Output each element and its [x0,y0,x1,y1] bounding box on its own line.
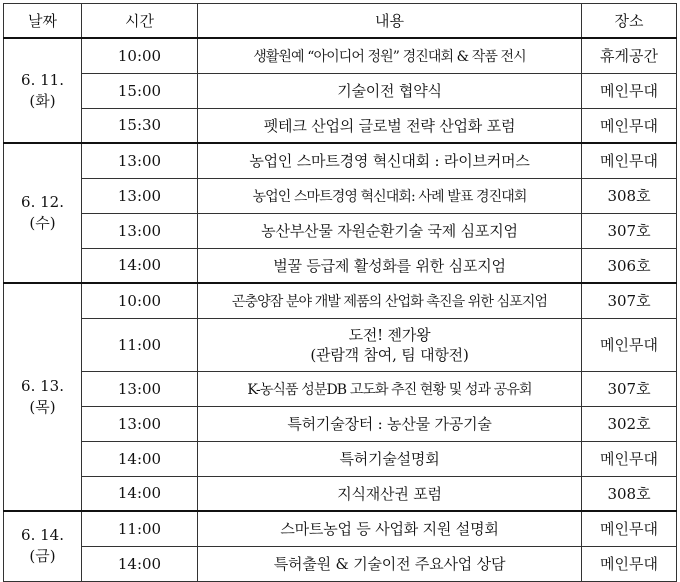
time-cell: 13:00 [82,178,198,213]
time-cell: 14:00 [82,248,198,283]
table-row [4,73,677,108]
content-cell: 농업인 스마트경영 혁신대회 : 라이브커머스 [198,143,582,178]
header-time: 시간 [82,4,198,39]
date-label: 6. 11. [21,70,64,89]
header-place: 장소 [582,4,677,39]
schedule-table [3,3,677,582]
content-cell: 특허기술장터 : 농산물 가공기술 [198,406,582,441]
date-label: 6. 12. [21,193,64,211]
table-row [4,406,677,441]
table-body [4,38,677,581]
content-cell: 펫테크 산업의 글로벌 전략 산업화 포럼 [198,108,582,143]
content-cell: 벌꿀 등급제 활성화를 위한 심포지엄 [198,248,582,283]
place-cell: 308호 [582,476,677,511]
date-label: 6. 13. [21,377,64,395]
place-cell: 307호 [582,283,677,318]
table-row [4,441,677,476]
place-cell: 휴게공간 [582,38,677,73]
date-cell [4,511,82,581]
content-cell: 스마트농업 등 사업화 지원 설명회 [198,511,582,546]
time-cell: 13:00 [82,213,198,248]
place-cell: 메인무대 [582,143,677,178]
time-cell: 13:00 [82,406,198,441]
date-cell [4,143,82,283]
place-cell: 메인무대 [582,73,677,108]
table-row [4,318,677,371]
time-cell: 15:00 [82,73,198,108]
table-row [4,248,677,283]
table-header [4,4,677,39]
table-row [4,476,677,511]
weekday-label: (목) [29,398,56,416]
content-cell: 농업인 스마트경영 혁신대회: 사례 발표 경진대회 [198,178,582,213]
table-row [4,108,677,143]
content-cell [198,318,582,371]
header-date: 날짜 [4,4,82,39]
content-cell: 특허출원 & 기술이전 주요사업 상담 [198,546,582,581]
content-cell: 지식재산권 포럼 [198,476,582,511]
time-cell: 10:00 [82,283,198,318]
place-cell: 306호 [582,248,677,283]
time-cell: 14:00 [82,441,198,476]
time-cell: 10:00 [82,38,198,73]
place-cell: 308호 [582,178,677,213]
table-row [4,143,677,178]
content-line-1: 도전! 젠가왕 [348,325,431,344]
place-cell: 메인무대 [582,546,677,581]
place-cell: 메인무대 [582,511,677,546]
place-cell: 307호 [582,371,677,406]
content-cell: K-농식품 성분DB 고도화 추진 현황 및 성과 공유회 [198,371,582,406]
time-cell: 11:00 [82,318,198,371]
content-cell: 농산부산물 자원순환기술 국제 심포지엄 [198,213,582,248]
header-content: 내용 [198,4,582,39]
time-cell: 13:00 [82,371,198,406]
table-row [4,178,677,213]
table-row [4,213,677,248]
content-cell: 특허기술설명회 [198,441,582,476]
content-cell: 기술이전 협약식 [198,73,582,108]
place-cell: 302호 [582,406,677,441]
time-cell: 14:00 [82,546,198,581]
table-row [4,546,677,581]
place-cell: 307호 [582,213,677,248]
content-cell: 생활원예 “아이디어 정원” 경진대회 & 작품 전시 [198,38,582,73]
time-cell: 11:00 [82,511,198,546]
table-row [4,283,677,318]
place-cell: 메인무대 [582,318,677,371]
date-cell [4,283,82,511]
weekday-label: (수) [29,214,56,232]
time-cell: 15:30 [82,108,198,143]
date-label: 6. 14. [21,526,64,545]
time-cell: 14:00 [82,476,198,511]
table-row [4,511,677,546]
date-cell [4,38,82,143]
weekday-label: (화) [29,91,56,110]
content-line-2: (관람객 참여, 팀 대항전) [310,345,469,364]
content-cell: 곤충양잠 분야 개발 제품의 산업화 촉진을 위한 심포지엄 [198,283,582,318]
time-cell: 13:00 [82,143,198,178]
place-cell: 메인무대 [582,441,677,476]
table-row [4,38,677,73]
weekday-label: (금) [29,547,56,566]
place-cell: 메인무대 [582,108,677,143]
table-row [4,371,677,406]
